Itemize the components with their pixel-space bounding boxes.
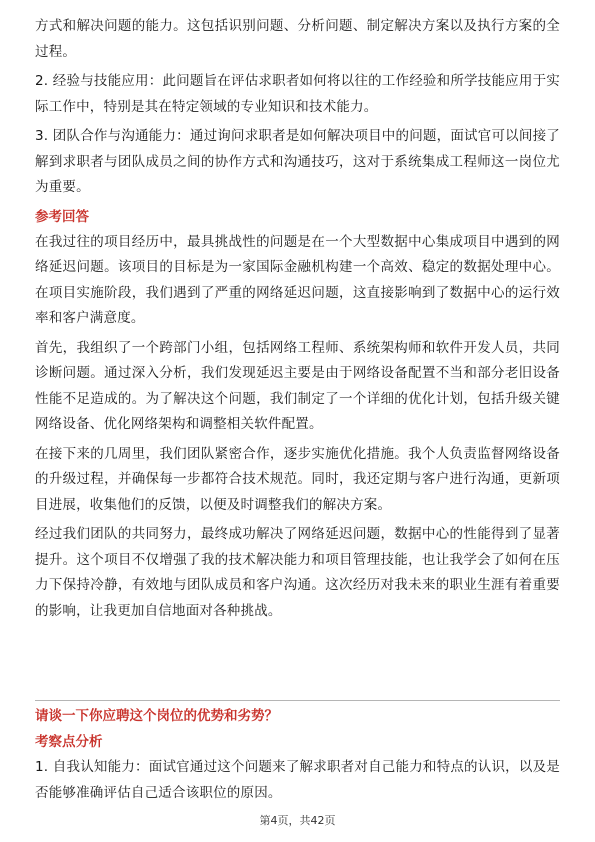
section-divider <box>35 700 560 701</box>
answer-paragraph-3: 在接下来的几周里，我们团队紧密合作，逐步实施优化措施。我个人负责监督网络设备的升级过程，并确保每一步都符合技术规范。同时，我还定期与客户进行沟通，更新项目进展，收集他们的反馈，以便及时调整我们的解决方案。 <box>35 445 560 513</box>
analysis-point-1: 1. 自我认知能力：面试官通过这个问题来了解求职者对自己能力和特点的认识，以及是否能够准确评估自己适合该职位的原因。 <box>35 759 560 801</box>
next-question-block <box>35 703 560 806</box>
answer-paragraph-1: 在我过往的项目经历中，最具挑战性的问题是在一个大型数据中心集成项目中遇到的网络延迟问题。该项目的目标是为一家国际金融机构建一个高效、稳定的数据处理中心。在项目实施阶段，我们遇到了严重的网络延迟问题，这直接影响到了数据中心的运行效率和客户满意度。 <box>35 233 560 326</box>
page-footer: 第4页，共42页 <box>259 814 336 827</box>
analysis-heading: 考察点分析 <box>35 734 103 750</box>
intro-point-3: 3. 团队合作与沟通能力：通过询问求职者是如何解决项目中的问题，面试官可以间接了解到求职者与团队成员之间的协作方式和沟通技巧，这对于系统集成工程师这一岗位尤为重要。 <box>35 128 560 195</box>
answer-paragraph-4: 经过我们团队的共同努力，最终成功解决了网络延迟问题，数据中心的性能得到了显著提升。这个项目不仅增强了我的技术解决能力和项目管理技能，也让我学会了如何在压力下保持冷静，有效地与团队成员和客户沟通。这次经历对我未来的职业生涯有着重要的影响，让我更加自信地面对各种挑战。 <box>35 526 560 619</box>
answer-paragraph-2: 首先，我组织了一个跨部门小组，包括网络工程师、系统架构师和软件开发人员，共同诊断问题。通过深入分析，我们发现延迟主要是由于网络设备配置不当和部分老旧设备性能不足造成的。为了解决这个问题，我们制定了一个详细的优化计划，包括升级关键网络设备、优化网络架构和调整相关软件配置。 <box>35 339 560 432</box>
question-title: 请谈一下你应聘这个岗位的优势和劣势？ <box>35 708 278 724</box>
reference-answer-heading: 参考回答 <box>35 208 89 225</box>
main-content <box>35 14 560 624</box>
intro-point-2: 2. 经验与技能应用：此问题旨在评估求职者如何将以往的工作经验和所学技能应用于实际工作中，特别是其在特定领域的专业知识和技术能力。 <box>35 73 560 115</box>
intro-continuation: 方式和解决问题的能力。这包括识别问题、分析问题、制定解决方案以及执行方案的全过程。 <box>35 18 560 60</box>
